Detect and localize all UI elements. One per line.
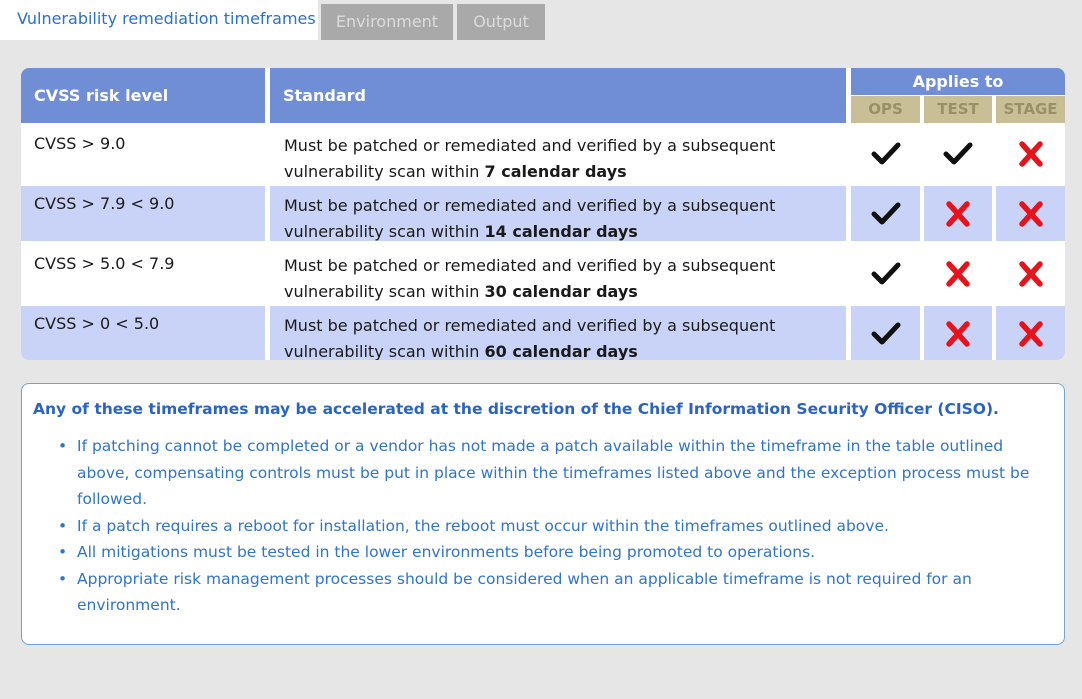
applies-ops-cell (851, 126, 920, 181)
standard-deadline: 30 calendar days (484, 282, 638, 301)
ciso-notice-box (21, 383, 1065, 645)
notice-item: • If a patch requires a reboot for installation, the reboot must occur within the timeframes outlined above. (58, 513, 1048, 540)
cross-icon (943, 321, 973, 347)
tab-environment[interactable]: Environment (321, 4, 453, 40)
header-applies-to: Applies to (851, 68, 1065, 95)
standard-cell (270, 126, 846, 181)
header-env-test: TEST (924, 96, 992, 123)
notice-item: • All mitigations must be tested in the lower environments before being promoted to operations. (58, 539, 1048, 566)
applies-test-cell (924, 246, 992, 301)
header-standard: Standard (270, 68, 846, 123)
cross-icon (943, 201, 973, 227)
cvss-level-cell: CVSS > 0 < 5.0 (21, 306, 265, 360)
applies-test-cell (924, 306, 992, 360)
cvss-level-cell: CVSS > 9.0 (21, 126, 265, 181)
check-icon (871, 201, 901, 227)
notice-item: • Appropriate risk management processes should be considered when an applicable timeframe is not required for an environment. (58, 566, 1048, 619)
standard-cell (270, 186, 846, 241)
standard-text: Must be patched or remediated and verified by a subsequent vulnerability scan within (284, 256, 776, 301)
standard-deadline: 60 calendar days (484, 342, 638, 360)
applies-stage-cell (996, 246, 1065, 301)
applies-test-cell (924, 126, 992, 181)
header-env-ops: OPS (851, 96, 920, 123)
table-row (21, 306, 1065, 360)
applies-ops-cell (851, 186, 920, 241)
notice-title: Any of these timeframes may be accelerated at the discretion of the Chief Information Security Officer (CISO). (33, 400, 999, 418)
applies-test-cell (924, 186, 992, 241)
cvss-level-cell: CVSS > 7.9 < 9.0 (21, 186, 265, 241)
notice-item: • If patching cannot be completed or a vendor has not made a patch available within the timeframe in the table outlined above, compensating controls must be put in place within the timeframes listed above and the exception process must be followed. (58, 433, 1048, 513)
standard-cell (270, 306, 846, 360)
table-row (21, 246, 1065, 301)
check-icon (943, 141, 973, 167)
tab-bar (0, 0, 1082, 40)
cross-icon (943, 261, 973, 287)
applies-stage-cell (996, 186, 1065, 241)
remediation-table (21, 68, 1065, 360)
standard-text: Must be patched or remediated and verified by a subsequent vulnerability scan within (284, 196, 776, 241)
applies-stage-cell (996, 126, 1065, 181)
standard-text: Must be patched or remediated and verified by a subsequent vulnerability scan within (284, 316, 776, 360)
check-icon (871, 321, 901, 347)
check-icon (871, 261, 901, 287)
table-row (21, 186, 1065, 241)
cross-icon (1016, 141, 1046, 167)
applies-ops-cell (851, 306, 920, 360)
applies-ops-cell (851, 246, 920, 301)
cross-icon (1016, 321, 1046, 347)
check-icon (871, 141, 901, 167)
standard-text: Must be patched or remediated and verified by a subsequent vulnerability scan within (284, 136, 776, 181)
cross-icon (1016, 261, 1046, 287)
header-env-stage: STAGE (996, 96, 1065, 123)
notice-list (58, 433, 1048, 619)
standard-deadline: 14 calendar days (484, 222, 638, 241)
applies-stage-cell (996, 306, 1065, 360)
tab-remediation-timeframes[interactable]: Vulnerability remediation timeframes (0, 0, 318, 40)
header-cvss-level: CVSS risk level (21, 68, 265, 123)
tab-output[interactable]: Output (457, 4, 545, 40)
standard-cell (270, 246, 846, 301)
table-row (21, 126, 1065, 181)
cross-icon (1016, 201, 1046, 227)
cvss-level-cell: CVSS > 5.0 < 7.9 (21, 246, 265, 301)
standard-deadline: 7 calendar days (484, 162, 627, 181)
